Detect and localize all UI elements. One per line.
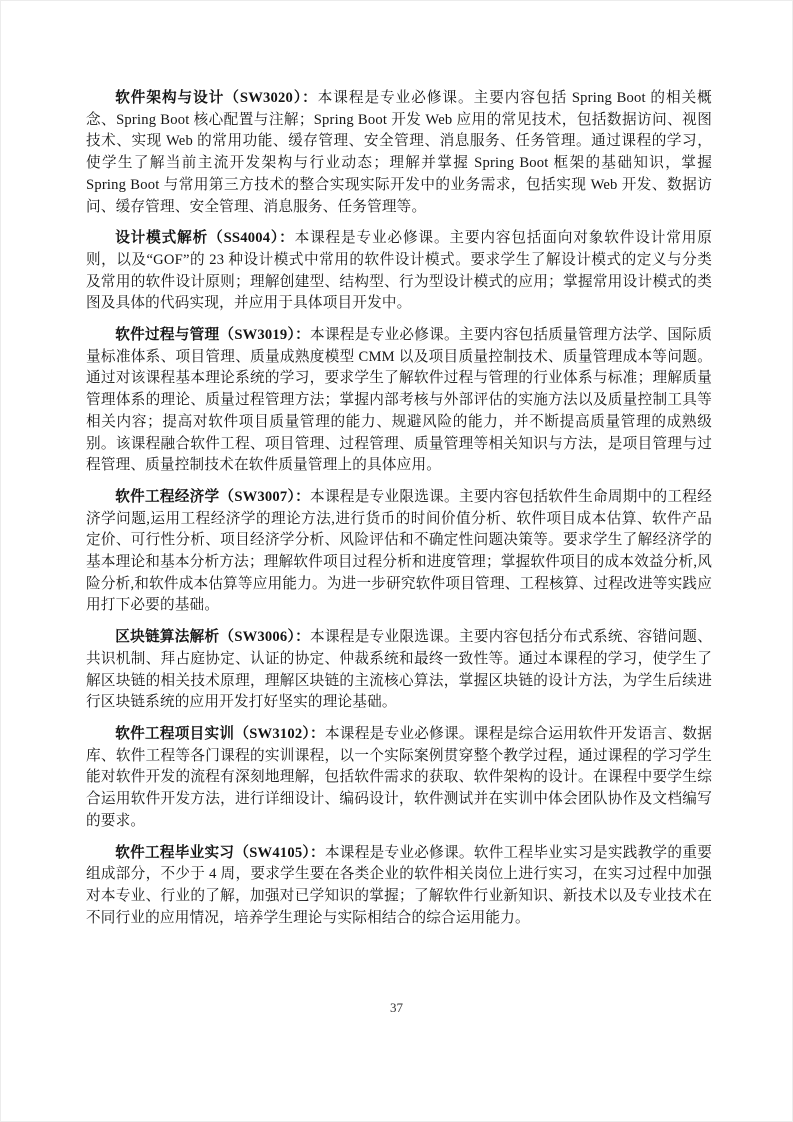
course-description: 本课程是专业限选课。主要内容包括分布式系统、容错问题、共识机制、拜占庭协定、认证的协定、仲裁系统和最终一致性等。通过本课程的学习，使学生了解区块链的相关技术原理，理解区块链的主流核心算法，掌握区块链的设计方法，为学生后续进行区块链系统的应用开发打好坚实的理论基础。 <box>86 629 712 711</box>
course-description: 本课程是专业限选课。主要内容包括软件生命周期中的工程经济学问题,运用工程经济学的理论方法,进行货币的时间价值分析、软件项目成本估算、软件产品定价、可行性分析、项目经济学分析、风险评估和不确定性问题决策等。要求学生了解经济学的基本理论和基本分析方法；理解软件项目过程分析和进度管理；掌握软件项目的成本效益分析,风险分析,和软件成本估算等应用能力。为进一步研究软件项目管理、工程核算、过程改进等实践应用打下必要的基础。 <box>86 488 712 614</box>
course-paragraph <box>86 724 712 833</box>
course-description: 本课程是专业必修课。课程是综合运用软件开发语言、数据库、软件工程等各门课程的实训课程，以一个实际案例贯穿整个教学过程，通过课程的学习学生能对软件开发的流程有深刻地理解，包括软件需求的获取、软件架构的设计。在课程中要学生综合运用软件开发方法，进行详细设计、编码设计，软件测试并在实训中体会团队协作及文档编写的要求。 <box>86 725 713 829</box>
course-title: 软件架构与设计（SW3020）： <box>115 90 318 106</box>
course-title: 软件工程项目实训（SW3102）： <box>115 725 325 742</box>
course-paragraph <box>86 325 712 477</box>
course-title: 软件过程与管理（SW3019）： <box>115 327 311 344</box>
course-descriptions-section <box>86 88 712 939</box>
course-paragraph <box>86 88 712 218</box>
course-paragraph <box>86 228 712 315</box>
course-description: 本课程是专业必修课。主要内容包括 Spring Boot 的相关概念、Spring Boot 核心配置与注解；Spring Boot 开发 Web 应用的常见技术，包括数据访问、视图技术、实现 Web 的常用功能、缓存管理、安全管理、消息服务、任务管理。通过课程的学习，使学生了解当前主流开发架构与行业动态；理解并掌握 Spring Boot 框架的基础知识，掌握 Spring Boot 与常用第三方技术的整合实现实际开发中的业务需求，包括实现 Web 开发、数据访问、缓存管理、安全管理、消息服务、任务管理等。 <box>86 90 712 215</box>
course-title: 区块链算法解析（SW3006）： <box>115 629 311 646</box>
course-title: 软件工程毕业实习（SW4105）： <box>115 844 325 861</box>
course-title: 软件工程经济学（SW3007）： <box>115 488 311 505</box>
course-paragraph <box>86 843 712 930</box>
course-title: 设计模式解析（SS4004）： <box>115 230 295 247</box>
page-number: 37 <box>390 1000 403 1015</box>
course-paragraph <box>86 487 712 617</box>
course-description: 本课程是专业必修课。主要内容包括面向对象软件设计常用原则，以及“GOF”的 23 种设计模式中常用的软件设计模式。要求学生了解设计模式的定义与分类及常用的软件设计原则；理解创建型、结构型、行为型设计模式的应用；掌握常用设计模式的类图及具体的代码实现，并应用于具体项目开发中。 <box>86 230 712 312</box>
course-description: 本课程是专业必修课。软件工程毕业实习是实践教学的重要组成部分，不少于 4 周，要求学生要在各类企业的软件相关岗位上进行实习，在实习过程中加强对本专业、行业的了解，加强对已学知识的掌握；了解软件行业新知识、新技术以及专业技术在不同行业的应用情况，培养学生理论与实际相结合的综合运用能力。 <box>86 844 713 926</box>
course-description: 本课程是专业必修课。主要内容包括质量管理方法学、国际质量标准体系、项目管理、质量成熟度模型 CMM 以及项目质量控制技术、质量管理成本等问题。通过对该课程基本理论系统的学习，要求学生了解软件过程与管理的行业体系与标准；理解质量管理体系的理论、质量过程管理方法；掌握内部考核与外部评估的实施方法以及质量控制工具等相关内容；提高对软件项目质量管理的能力、规避风险的能力，并不断提高质量管理的成熟级别。该课程融合软件工程、项目管理、过程管理、质量管理等相关知识与方法，是项目管理与过程管理、质量控制技术在软件质量管理上的具体应用。 <box>86 327 712 474</box>
course-paragraph <box>86 627 712 714</box>
